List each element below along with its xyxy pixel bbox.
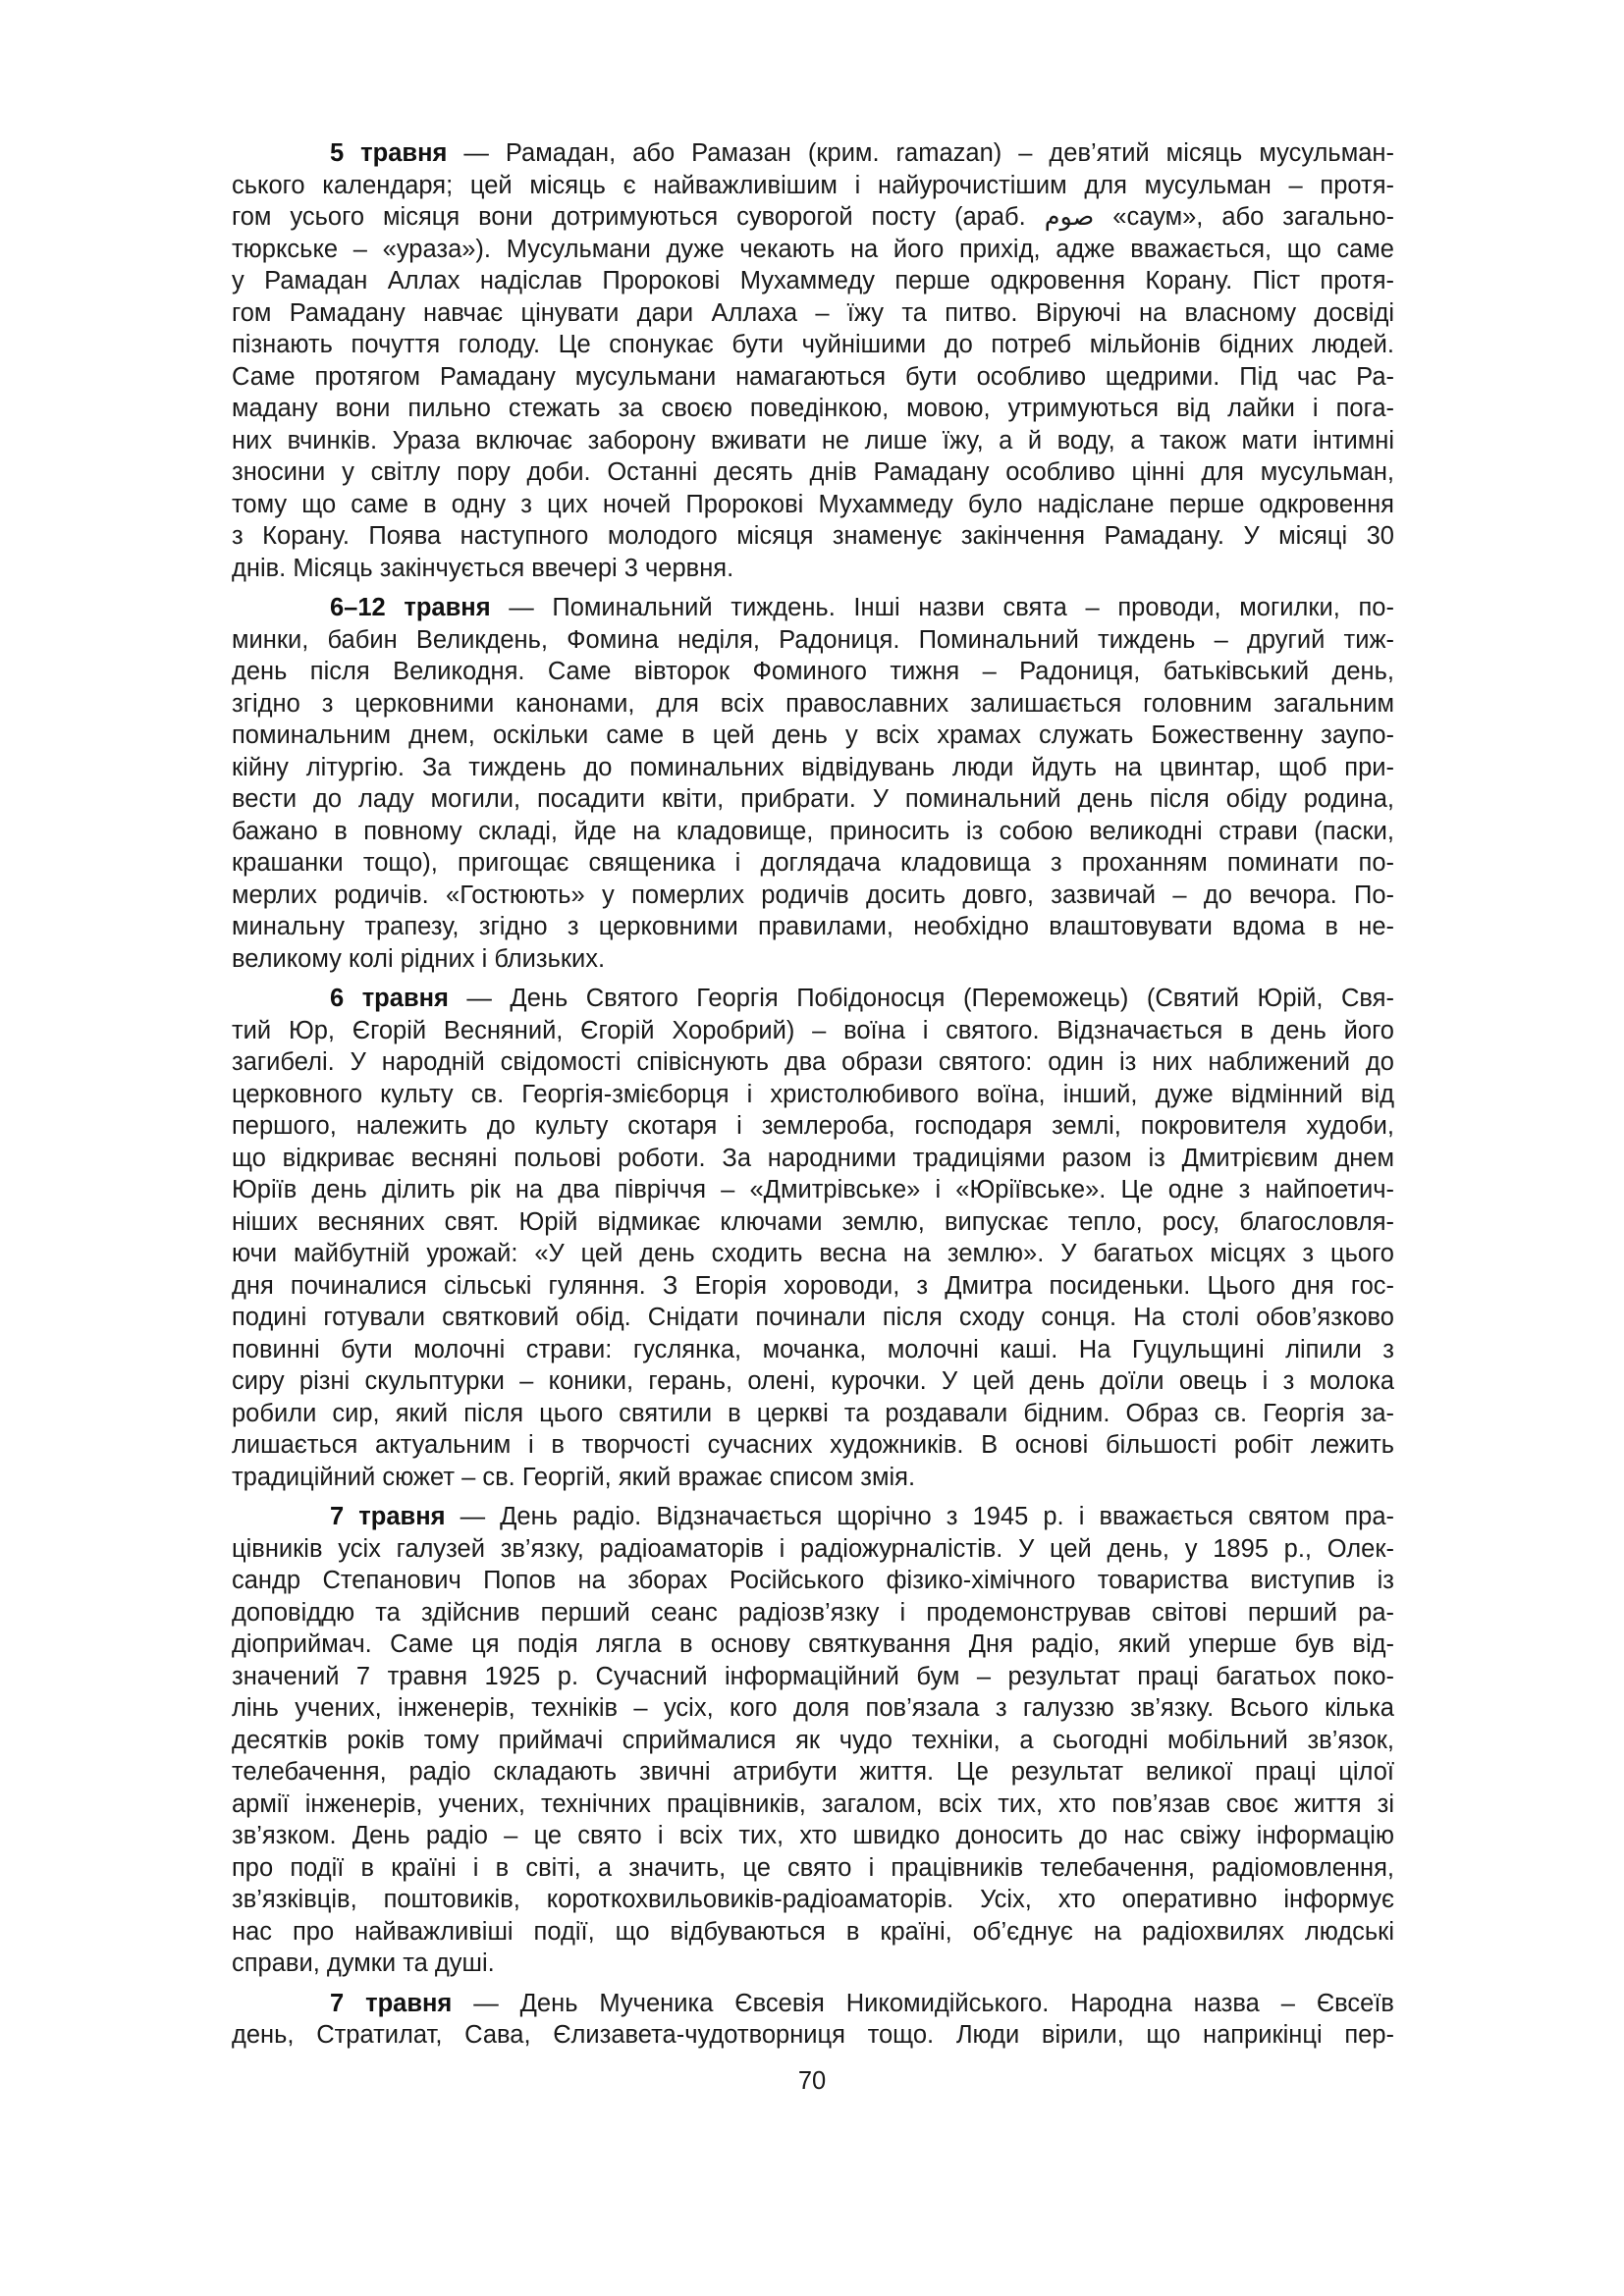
text-line: загибелі. У народній свідомості співіснують два образи святого: один із них наближений до <box>232 1048 1394 1076</box>
text-line: мадану вони пильно стежать за своєю поведінкою, мовою, утримуються від лайки і пога- <box>232 395 1394 422</box>
text-line: сиру різні скульптурки – коники, герань, олені, курочки. У цей день доїли овець і з молока <box>232 1367 1394 1395</box>
text-line: Саме протягом Рамадану мусульмани намагаються бути особливо щедрими. Під час Ра- <box>232 362 1394 391</box>
entry-date: 7 травня <box>330 1989 453 2017</box>
text-line: зносини у світлу пору доби. Останні десять днів Рамадану особливо цінні для мусульман, <box>232 458 1394 486</box>
text-line: сандр Степанович Попов на зборах Російського фізико-хімічного товариства виступив із <box>232 1567 1394 1594</box>
text-line: гом Рамадану навчає цінувати дари Аллаха – їжу та питво. Віруючі на власному досвіді <box>232 298 1394 327</box>
text-line: тюркське – «ураза»). Мусульмани дуже чекають на його прихід, адже вважається, що саме <box>232 235 1394 263</box>
text-line <box>232 983 1394 1015</box>
entry-text: — День радіо. Відзначається щорічно з 1945 р. і вважається святом пра- <box>445 1503 1394 1530</box>
text-line: тий Юр, Єгорій Весняний, Єгорій Хоробрий) – воїна і святого. Відзначається в день його <box>232 1016 1394 1044</box>
text-line: них вчинків. Ураза включає заборону вживати не лише їжу, а й воду, а також мати інтимні <box>232 426 1394 454</box>
text-line: десятків років тому приймачі сприймалися як чудо техніки, а сьогодні мобільний зв’язок, <box>232 1726 1394 1754</box>
text-line: телебачення, радіо складають звичні атрибути життя. Це результат великої праці цілої <box>232 1758 1394 1786</box>
text-line <box>232 137 1394 170</box>
entry-date: 6 травня <box>330 985 449 1012</box>
entry-text: — День Святого Георгія Побідоносця (Переможець) (Святий Юрій, Свя- <box>448 985 1394 1012</box>
text-line: поминальним днем, оскільки саме в цей день у всіх храмах служать Божественну заупо- <box>232 721 1394 749</box>
calendar-entry-paragraph <box>232 592 1394 975</box>
text-line: дня починалися сільські гуляння. З Егорія хороводи, з Дмитра посиденьки. Цього дня гос- <box>232 1271 1394 1300</box>
text-line <box>232 592 1394 624</box>
text-line: ського календаря; цей місяць є найважливішим і найурочистішим для мусульман – протя- <box>232 171 1394 199</box>
entry-date: 5 травня <box>330 139 448 167</box>
text-line: з Корану. Поява наступного молодого місяця знаменує закінчення Рамадану. У місяці 30 <box>232 522 1394 550</box>
entry-text: — Поминальний тиждень. Інші назви свята – проводи, могилки, по- <box>490 594 1394 621</box>
text-line: лінь учених, інженерів, техніків – усіх, кого доля пов’язала з галуззю зв’язку. Всього кілька <box>232 1694 1394 1722</box>
text-line: крашанки тощо), пригощає священика і доглядача кладовища з проханням поминати по- <box>232 849 1394 877</box>
entry-date: 7 травня <box>330 1503 446 1530</box>
text-line: минки, бабин Великдень, Фомина неділя, Радониця. Поминальний тиждень – другий тиж- <box>232 625 1394 654</box>
text-line: зв’язківців, поштовиків, короткохвильовиків-радіоаматорів. Усіх, хто оперативно інформує <box>232 1886 1394 1913</box>
text-line: цівників усіх галузей зв’язку, радіоаматорів і радіожурналістів. У цей день, у 1895 р., Олек- <box>232 1534 1394 1563</box>
text-line: великому колі рідних і близьких. <box>232 944 606 973</box>
text-line: подині готували святковий обід. Снідати починали після сходу сонця. На столі обов’язково <box>232 1304 1394 1331</box>
text-line: справи, думки та душі. <box>232 1949 495 1977</box>
text-line: традиційний сюжет – св. Георгій, який вражає списом змія. <box>232 1463 916 1491</box>
text-line: ніших весняних свят. Юрій відмикає ключами землю, випускає тепло, росу, благословля- <box>232 1207 1394 1236</box>
text-line: що відкриває весняні польові роботи. За народними традиціями разом із Дмитрієвим днем <box>232 1144 1394 1172</box>
text-line: повинні бути молочні страви: гуслянка, мочанка, молочні каші. На Гуцульщині ліпили з <box>232 1335 1394 1363</box>
text-line: днів. Місяць закінчується ввечері 3 червня. <box>232 554 734 582</box>
text-line: лишається актуальним і в творчості сучасних художників. В основі більшості робіт лежить <box>232 1431 1394 1459</box>
entry-text: — День Мученика Євсевія Никомидійського. Народна назва – Євсеїв <box>452 1989 1394 2017</box>
entry-date: 6–12 травня <box>330 594 491 621</box>
text-line: церковного культу св. Георгія-змієборця і христолюбивого воїна, інший, дуже відмінний від <box>232 1080 1394 1108</box>
entry-text: — Рамадан, або Рамазан (крим. ramazan) – дев’ятий місяць мусульман- <box>447 139 1394 167</box>
text-line: вести до ладу могили, посадити квіти, прибрати. У поминальний день після обіду родина, <box>232 785 1394 813</box>
text-line <box>232 1501 1394 1533</box>
calendar-entry-paragraph <box>232 983 1394 1493</box>
calendar-entry-paragraph <box>232 1501 1394 1980</box>
text-line: робили сир, який після цього святили в церкві та роздавали бідним. Образ св. Георгія за- <box>232 1399 1394 1427</box>
text-line: у Рамадан Аллах надіслав Пророкові Мухаммеду перше одкровення Корану. Піст протя- <box>232 267 1394 294</box>
calendar-entry-paragraph <box>232 1988 1394 2052</box>
text-line: ючи майбутній урожай: «У цей день сходить весна на землю». У багатьох місцях з цього <box>232 1240 1394 1267</box>
page-number: 70 <box>797 2067 827 2095</box>
text-line: мерлих родичів. «Гостюють» у померлих родичів досить довго, зазвичай – до вечора. По- <box>232 881 1394 909</box>
text-line: про події в країні і в світі, а значить, це свято і працівників телебачення, радіомовлення, <box>232 1853 1394 1882</box>
text-line: Юріїв день ділить рік на два півріччя – «Дмитрівське» і «Юріївське». Це одне з найпоетич- <box>232 1176 1394 1203</box>
text-line: день, Стратилат, Сава, Єлизавета-чудотворниця тощо. Люди вірили, що наприкінці пер- <box>232 2021 1394 2049</box>
text-line: кійну літургію. За тиждень до поминальних відвідувань люди йдуть на цвинтар, щоб при- <box>232 753 1394 781</box>
text-line: згідно з церковними канонами, для всіх православних залишається головним загальним <box>232 689 1394 718</box>
text-line <box>232 1988 1394 2020</box>
text-line: нас про найважливіші події, що відбуваються в країні, об’єднує на радіохвилях людські <box>232 1917 1394 1946</box>
text-line: тому що саме в одну з цих ночей Пророкові Мухаммеду було надіслане перше одкровення <box>232 490 1394 518</box>
text-line: пізнають почуття голоду. Це спонукає бути чуйнішими до потреб мільйонів бідних людей. <box>232 331 1394 358</box>
text-line: першого, належить до культу скотаря і землероба, господаря землі, покровителя худоби, <box>232 1112 1394 1140</box>
document-page <box>232 137 1394 2059</box>
calendar-entry-paragraph <box>232 137 1394 584</box>
text-line: день після Великодня. Саме вівторок Фоминого тижня – Радониця, батьківський день, <box>232 658 1394 685</box>
text-line: доповіддю та здійснив перший сеанс радіозв’язку і продемонстрував світові перший ра- <box>232 1598 1394 1627</box>
text-line: минальну трапезу, згідно з церковними правилами, необхідно влаштовувати вдома в не- <box>232 913 1394 940</box>
text-line: значений 7 травня 1925 р. Сучасний інформаційний бум – результат праці багатьох поко- <box>232 1662 1394 1690</box>
text-line: зв’язком. День радіо – це свято і всіх тих, хто швидко доносить до нас свіжу інформацію <box>232 1822 1394 1849</box>
text-line: гом усього місяця вони дотримуються суворогой посту (араб. صوم «саум», або загально- <box>232 203 1394 231</box>
text-line: бажано в повному складі, йде на кладовище, приносить із собою великодні страви (паски, <box>232 817 1394 845</box>
text-line: армії інженерів, учених, технічних працівників, загалом, всіх тих, хто пов’язав своє життя зі <box>232 1789 1394 1818</box>
text-line: діоприймач. Саме ця подія лягла в основу святкування Дня радіо, який уперше був від- <box>232 1630 1394 1658</box>
